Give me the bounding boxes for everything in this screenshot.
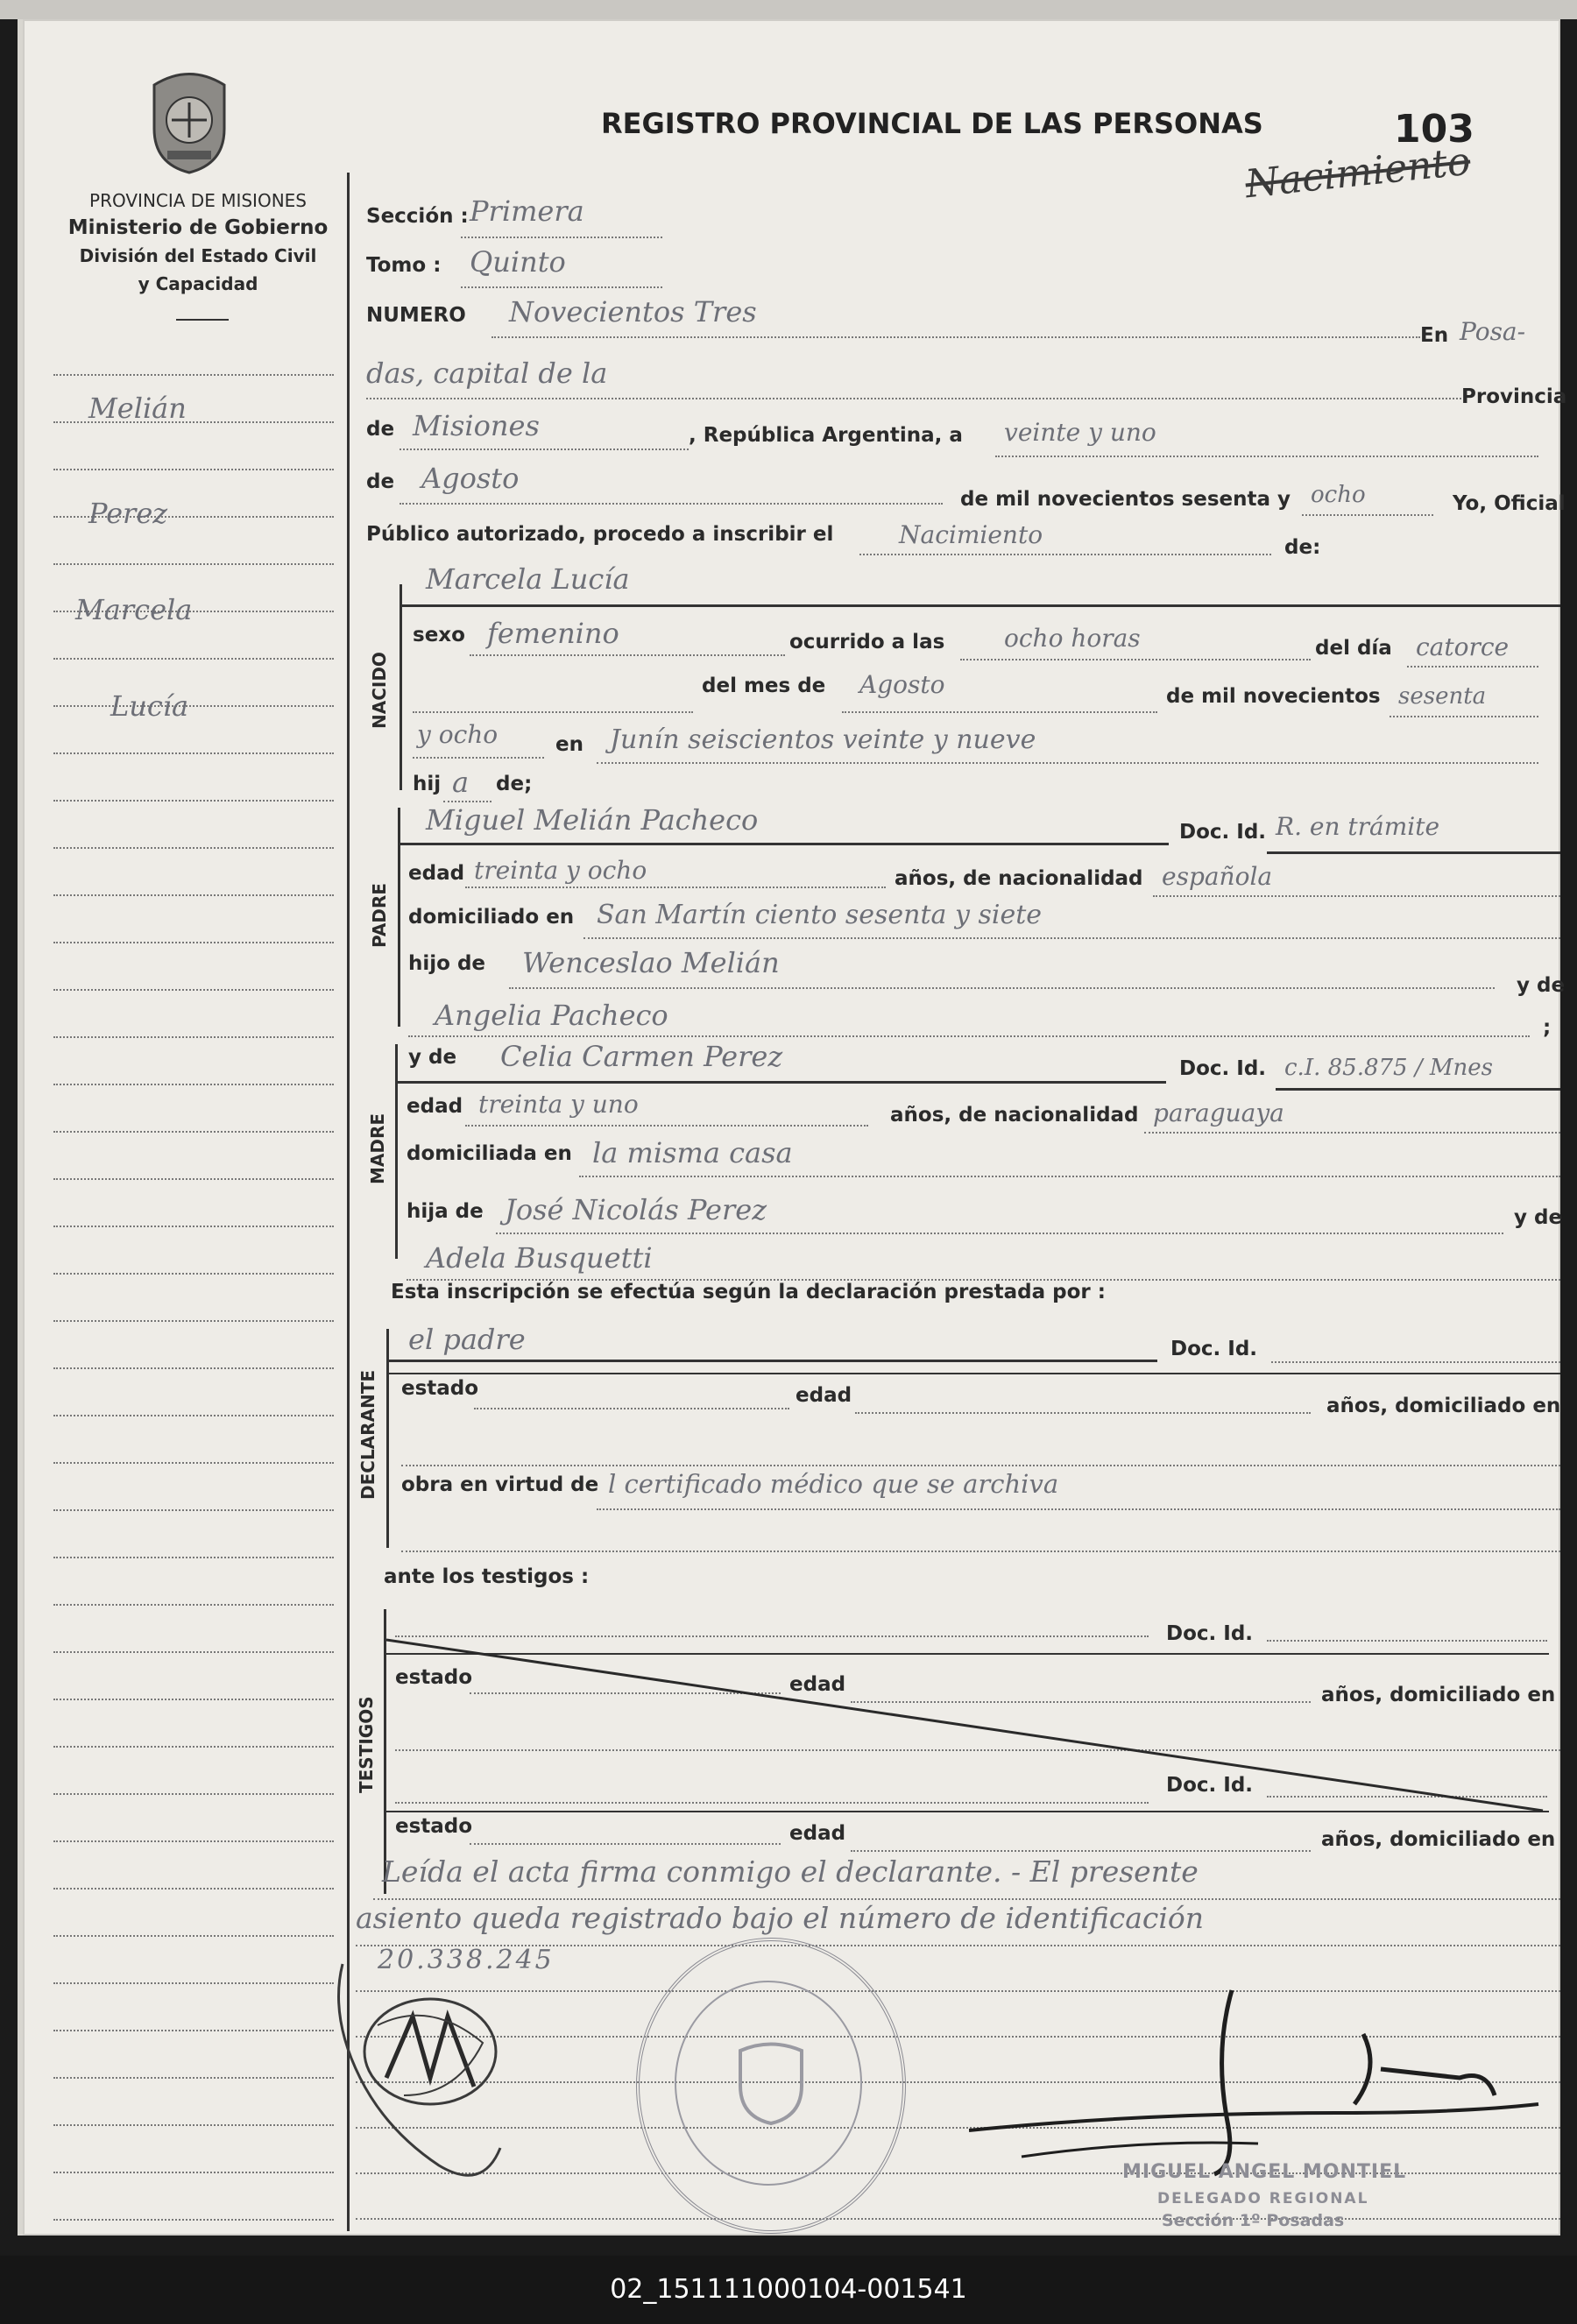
madre-anios-label: años, de nacionalidad [890, 1104, 1139, 1127]
madre-dom-label: domiciliada en [407, 1142, 572, 1165]
margin-rule [53, 2124, 334, 2126]
republica-label: , República Argentina, a [689, 424, 963, 447]
testigo1-doc-label: Doc. Id. [1166, 1622, 1254, 1645]
day-value: veinte y uno [1004, 418, 1156, 447]
mother-father-value: José Nicolás Perez [505, 1193, 767, 1226]
document-title: REGISTRO PROVINCIAL DE LAS PERSONAS [601, 107, 1263, 140]
hora-value: ocho horas [1004, 624, 1141, 653]
mes-value: Agosto [859, 670, 945, 699]
provincia-label: Provincia [1461, 385, 1567, 408]
margin-surname-2: Perez [88, 497, 168, 530]
official-title: DELEGADO REGIONAL [1157, 2190, 1369, 2207]
margin-rule [53, 374, 334, 376]
org-province: PROVINCIA DE MISIONES [89, 190, 307, 211]
madre-hija-line [496, 1233, 1503, 1234]
anio-line-2 [413, 757, 544, 759]
madre-section-label: MADRE [367, 1113, 388, 1184]
father-address-value: San Martín ciento sesenta y siete [597, 900, 1043, 930]
official-round-stamp [636, 1938, 906, 2234]
margin-rule [53, 1320, 334, 1322]
closing-line-2: asiento queda registrado bajo el número de identificación [356, 1901, 1205, 1935]
margin-rule [53, 1415, 334, 1416]
mother-name-value: Celia Carmen Perez [500, 1040, 783, 1073]
year-value: ocho [1311, 482, 1366, 508]
province-value: Misiones [413, 409, 540, 442]
act-value: Nacimiento [899, 520, 1043, 549]
margin-rule [53, 1178, 334, 1180]
margin-rule [53, 1084, 334, 1085]
mother-address-value: la misma casa [592, 1136, 793, 1169]
declarante-section-label: DECLARANTE [357, 1369, 378, 1500]
declarante-edad-label: edad [796, 1384, 852, 1407]
margin-rule [53, 658, 334, 660]
official-section: Sección 1º Posadas [1162, 2211, 1345, 2230]
declarante-doc-line [1271, 1361, 1560, 1363]
hij-de-label: de; [496, 773, 533, 795]
declarante-obra-line [597, 1508, 1560, 1510]
child-name-value: Marcela Lucía [426, 562, 630, 596]
margin-rule [53, 1367, 334, 1369]
sexo-line [470, 654, 785, 656]
margin-rule [53, 1699, 334, 1700]
mes-pre-line [413, 711, 693, 713]
testigo2-anios-label: años, domiciliado en [1321, 1828, 1556, 1851]
madre-edad-line [465, 1125, 868, 1127]
numero-label: NUMERO [366, 304, 466, 327]
margin-rule [53, 469, 334, 470]
scan-top-edge [0, 0, 1577, 19]
dia-line [1407, 666, 1538, 668]
padre-anios-label: años, de nacionalidad [895, 867, 1143, 890]
padre-dom-line [583, 937, 1560, 939]
padre-edad-line [465, 887, 886, 888]
publico-label: Público autorizado, procedo a inscribir el [366, 523, 834, 546]
margin-rule [53, 563, 334, 565]
year-label: de mil novecientos sesenta y [960, 488, 1291, 511]
province-line [400, 449, 689, 450]
padre-bracket [398, 808, 400, 1027]
padre-yde-label: y de [1517, 974, 1566, 997]
act-line [859, 554, 1271, 555]
father-doc-value: R. en trámite [1276, 812, 1440, 841]
declaracion-intro: Esta inscripción se efectúa según la declaración prestada por : [391, 1281, 1106, 1303]
numero-line [491, 336, 1420, 338]
year-line [1302, 514, 1433, 516]
madre-yde-label: y de [408, 1046, 457, 1069]
seccion-label: Sección : [366, 205, 469, 228]
testigo2-edad-line [851, 1850, 1311, 1852]
margin-rule [53, 1036, 334, 1038]
testigo1-edad-label: edad [789, 1673, 846, 1696]
en-value: Posa- [1460, 317, 1526, 346]
margin-surname-1: Melián [88, 392, 187, 425]
tomo-value: Quinto [470, 245, 566, 279]
nacido-bracket [400, 584, 402, 790]
closing-line-1: Leída el acta firma conmigo el declarante. - El presente [382, 1854, 1199, 1889]
del-dia-label: del día [1315, 637, 1392, 660]
birth-place-value: Junín seiscientos veinte y nueve [610, 724, 1036, 755]
margin-rule [53, 1746, 334, 1748]
mes-line [842, 711, 1157, 713]
mother-doc-value: c.I. 85.875 / Mnes [1284, 1055, 1493, 1081]
tomo-line [461, 286, 662, 288]
declarante-dom-line [401, 1465, 1560, 1466]
testigo2-edad-label: edad [789, 1822, 846, 1845]
sexo-label: sexo [413, 624, 465, 646]
hij-value: a [452, 766, 470, 799]
identification-number: 20.338.245 [378, 1945, 555, 1975]
madre-bracket [395, 1044, 398, 1259]
seccion-line [461, 237, 662, 238]
margin-rule [53, 1509, 334, 1511]
padre-mother-line [408, 1035, 1530, 1037]
testigo1-estado-label: estado [395, 1666, 473, 1689]
org-capacity: y Capacidad [138, 273, 258, 294]
en-label: En [1420, 324, 1449, 347]
tomo-label: Tomo : [366, 254, 442, 277]
testigos-strike-line [386, 1622, 1560, 1815]
declarant-basis-value: l certificado médico que se archiva [608, 1469, 1059, 1499]
madre-name-line [395, 1081, 1166, 1084]
official-signature-mark [969, 1981, 1547, 2183]
anio-value-1: sesenta [1398, 683, 1487, 710]
margin-rule [53, 1131, 334, 1133]
bottom-rule [356, 2218, 1560, 2220]
oficial-label: Yo, Oficial [1453, 492, 1566, 515]
madre-edad-label: edad [407, 1095, 463, 1118]
margin-rule [53, 2172, 334, 2173]
father-nationality-value: española [1162, 862, 1273, 891]
mil-label: de mil novecientos [1166, 685, 1381, 708]
margin-rule [53, 1793, 334, 1795]
margin-given-name-2: Lucía [110, 689, 189, 723]
margin-rule [53, 1273, 334, 1275]
record-number: 103 [1394, 107, 1474, 152]
hij-line [443, 801, 491, 802]
hora-line [960, 659, 1311, 660]
month-line [400, 503, 943, 505]
crossed-note: Nacimiento [1243, 138, 1473, 208]
org-underline [176, 319, 229, 321]
mother-age-value: treinta y uno [478, 1090, 639, 1119]
official-name: MIGUEL ANGEL MONTIEL [1122, 2161, 1407, 2183]
margin-rule [53, 1888, 334, 1890]
padre-semicolon: ; [1543, 1016, 1552, 1039]
madre-nac-line [1144, 1132, 1560, 1134]
margin-given-name-1: Marcela [75, 593, 193, 626]
nacido-top-line [400, 604, 1560, 607]
mother-nationality-value: paraguaya [1153, 1098, 1284, 1127]
margin-rule [53, 1840, 334, 1842]
de-label: de [366, 418, 395, 441]
padre-section-label: PADRE [369, 883, 390, 948]
madre-hija-label: hija de [407, 1200, 484, 1223]
father-father-value: Wenceslao Melián [522, 946, 780, 979]
madre-yde2-label: y de [1514, 1206, 1563, 1229]
declarante-doc-label: Doc. Id. [1170, 1338, 1258, 1360]
anio-line-1 [1390, 716, 1538, 717]
left-signature-mark [325, 1946, 588, 2209]
declarante-bottom-line [401, 1551, 1560, 1552]
padre-hijo-label: hijo de [408, 952, 486, 975]
nacido-section-label: NACIDO [369, 652, 390, 729]
padre-hijo-line [509, 987, 1495, 989]
testigo2-doc-label: Doc. Id. [1166, 1774, 1254, 1797]
declarant-name-value: el padre [408, 1323, 526, 1356]
margin-rule [53, 800, 334, 802]
padre-nac-line [1153, 895, 1560, 897]
dia-value: catorce [1416, 632, 1510, 661]
testigos-intro: ante los testigos : [384, 1565, 590, 1588]
testigo1-anios-label: años, domiciliado en [1321, 1684, 1556, 1706]
margin-rule [53, 752, 334, 754]
margin-rule [53, 847, 334, 849]
declarante-edad-line [855, 1412, 1311, 1414]
org-division: División del Estado Civil [79, 245, 317, 266]
declarante-obra-label: obra en virtud de [401, 1473, 599, 1496]
madre-doc-line [1276, 1088, 1560, 1091]
father-age-value: treinta y ocho [474, 856, 647, 885]
declarante-estado-label: estado [401, 1377, 479, 1400]
place-continuation: das, capital de la [366, 357, 608, 390]
column-divider [347, 173, 350, 2231]
place-line [366, 398, 1461, 399]
declarante-anios-label: años, domiciliado en [1326, 1395, 1561, 1417]
testigo2-estado-line [470, 1843, 781, 1845]
margin-rule [53, 1604, 334, 1606]
anio-value-2: y ocho [417, 720, 499, 749]
margin-rule [53, 2030, 334, 2031]
nacido-en-label: en [555, 733, 583, 756]
madre-dom-line [579, 1176, 1560, 1177]
margin-rule [53, 2219, 334, 2221]
madre-doc-label: Doc. Id. [1179, 1057, 1267, 1080]
document-page [18, 19, 1567, 2236]
closing-rule-1 [373, 1898, 1560, 1900]
margin-rule [53, 1935, 334, 1937]
birth-place-line [597, 762, 1538, 764]
mes-label: del mes de [702, 675, 826, 697]
ocurrido-label: ocurrido a las [789, 631, 945, 653]
de2-label: de [366, 470, 395, 493]
margin-rule [53, 942, 334, 943]
month-value: Agosto [421, 462, 520, 495]
margin-rule [53, 894, 334, 896]
father-mother-value: Angelia Pacheco [435, 999, 668, 1032]
testigo2-estado-label: estado [395, 1815, 473, 1838]
margin-rule [53, 1462, 334, 1464]
margin-rule [53, 705, 334, 707]
scan-filename-footer: 02_151111000104-001541 [0, 2256, 1577, 2324]
padre-doc-line [1267, 851, 1560, 854]
de3-label: de: [1284, 536, 1321, 559]
declarante-estado-line [474, 1408, 789, 1409]
margin-rule [53, 2077, 334, 2079]
stamp-emblem [732, 2038, 810, 2125]
seccion-value: Primera [470, 194, 584, 228]
margin-rule [53, 1557, 334, 1558]
org-ministry: Ministerio de Gobierno [67, 216, 329, 239]
day-line [995, 456, 1538, 457]
declarante-top-line [386, 1360, 1157, 1362]
hij-label: hij [413, 773, 442, 795]
margin-rule [53, 1982, 334, 1984]
margin-rule [53, 1651, 334, 1653]
padre-name-line [398, 843, 1169, 845]
coat-of-arms-seal [141, 67, 237, 177]
declarante-top-rule [386, 1373, 1560, 1374]
padre-edad-label: edad [408, 862, 465, 885]
father-name-value: Miguel Melián Pacheco [426, 803, 759, 837]
margin-rule [53, 989, 334, 991]
testigos-section-label: TESTIGOS [356, 1696, 377, 1793]
sexo-value: femenino [487, 617, 619, 650]
margin-rule [53, 1226, 334, 1227]
padre-dom-label: domiciliado en [408, 906, 575, 929]
padre-doc-label: Doc. Id. [1179, 821, 1267, 844]
mother-mother-value: Adela Busquetti [426, 1241, 653, 1275]
numero-value: Novecientos Tres [509, 295, 757, 328]
